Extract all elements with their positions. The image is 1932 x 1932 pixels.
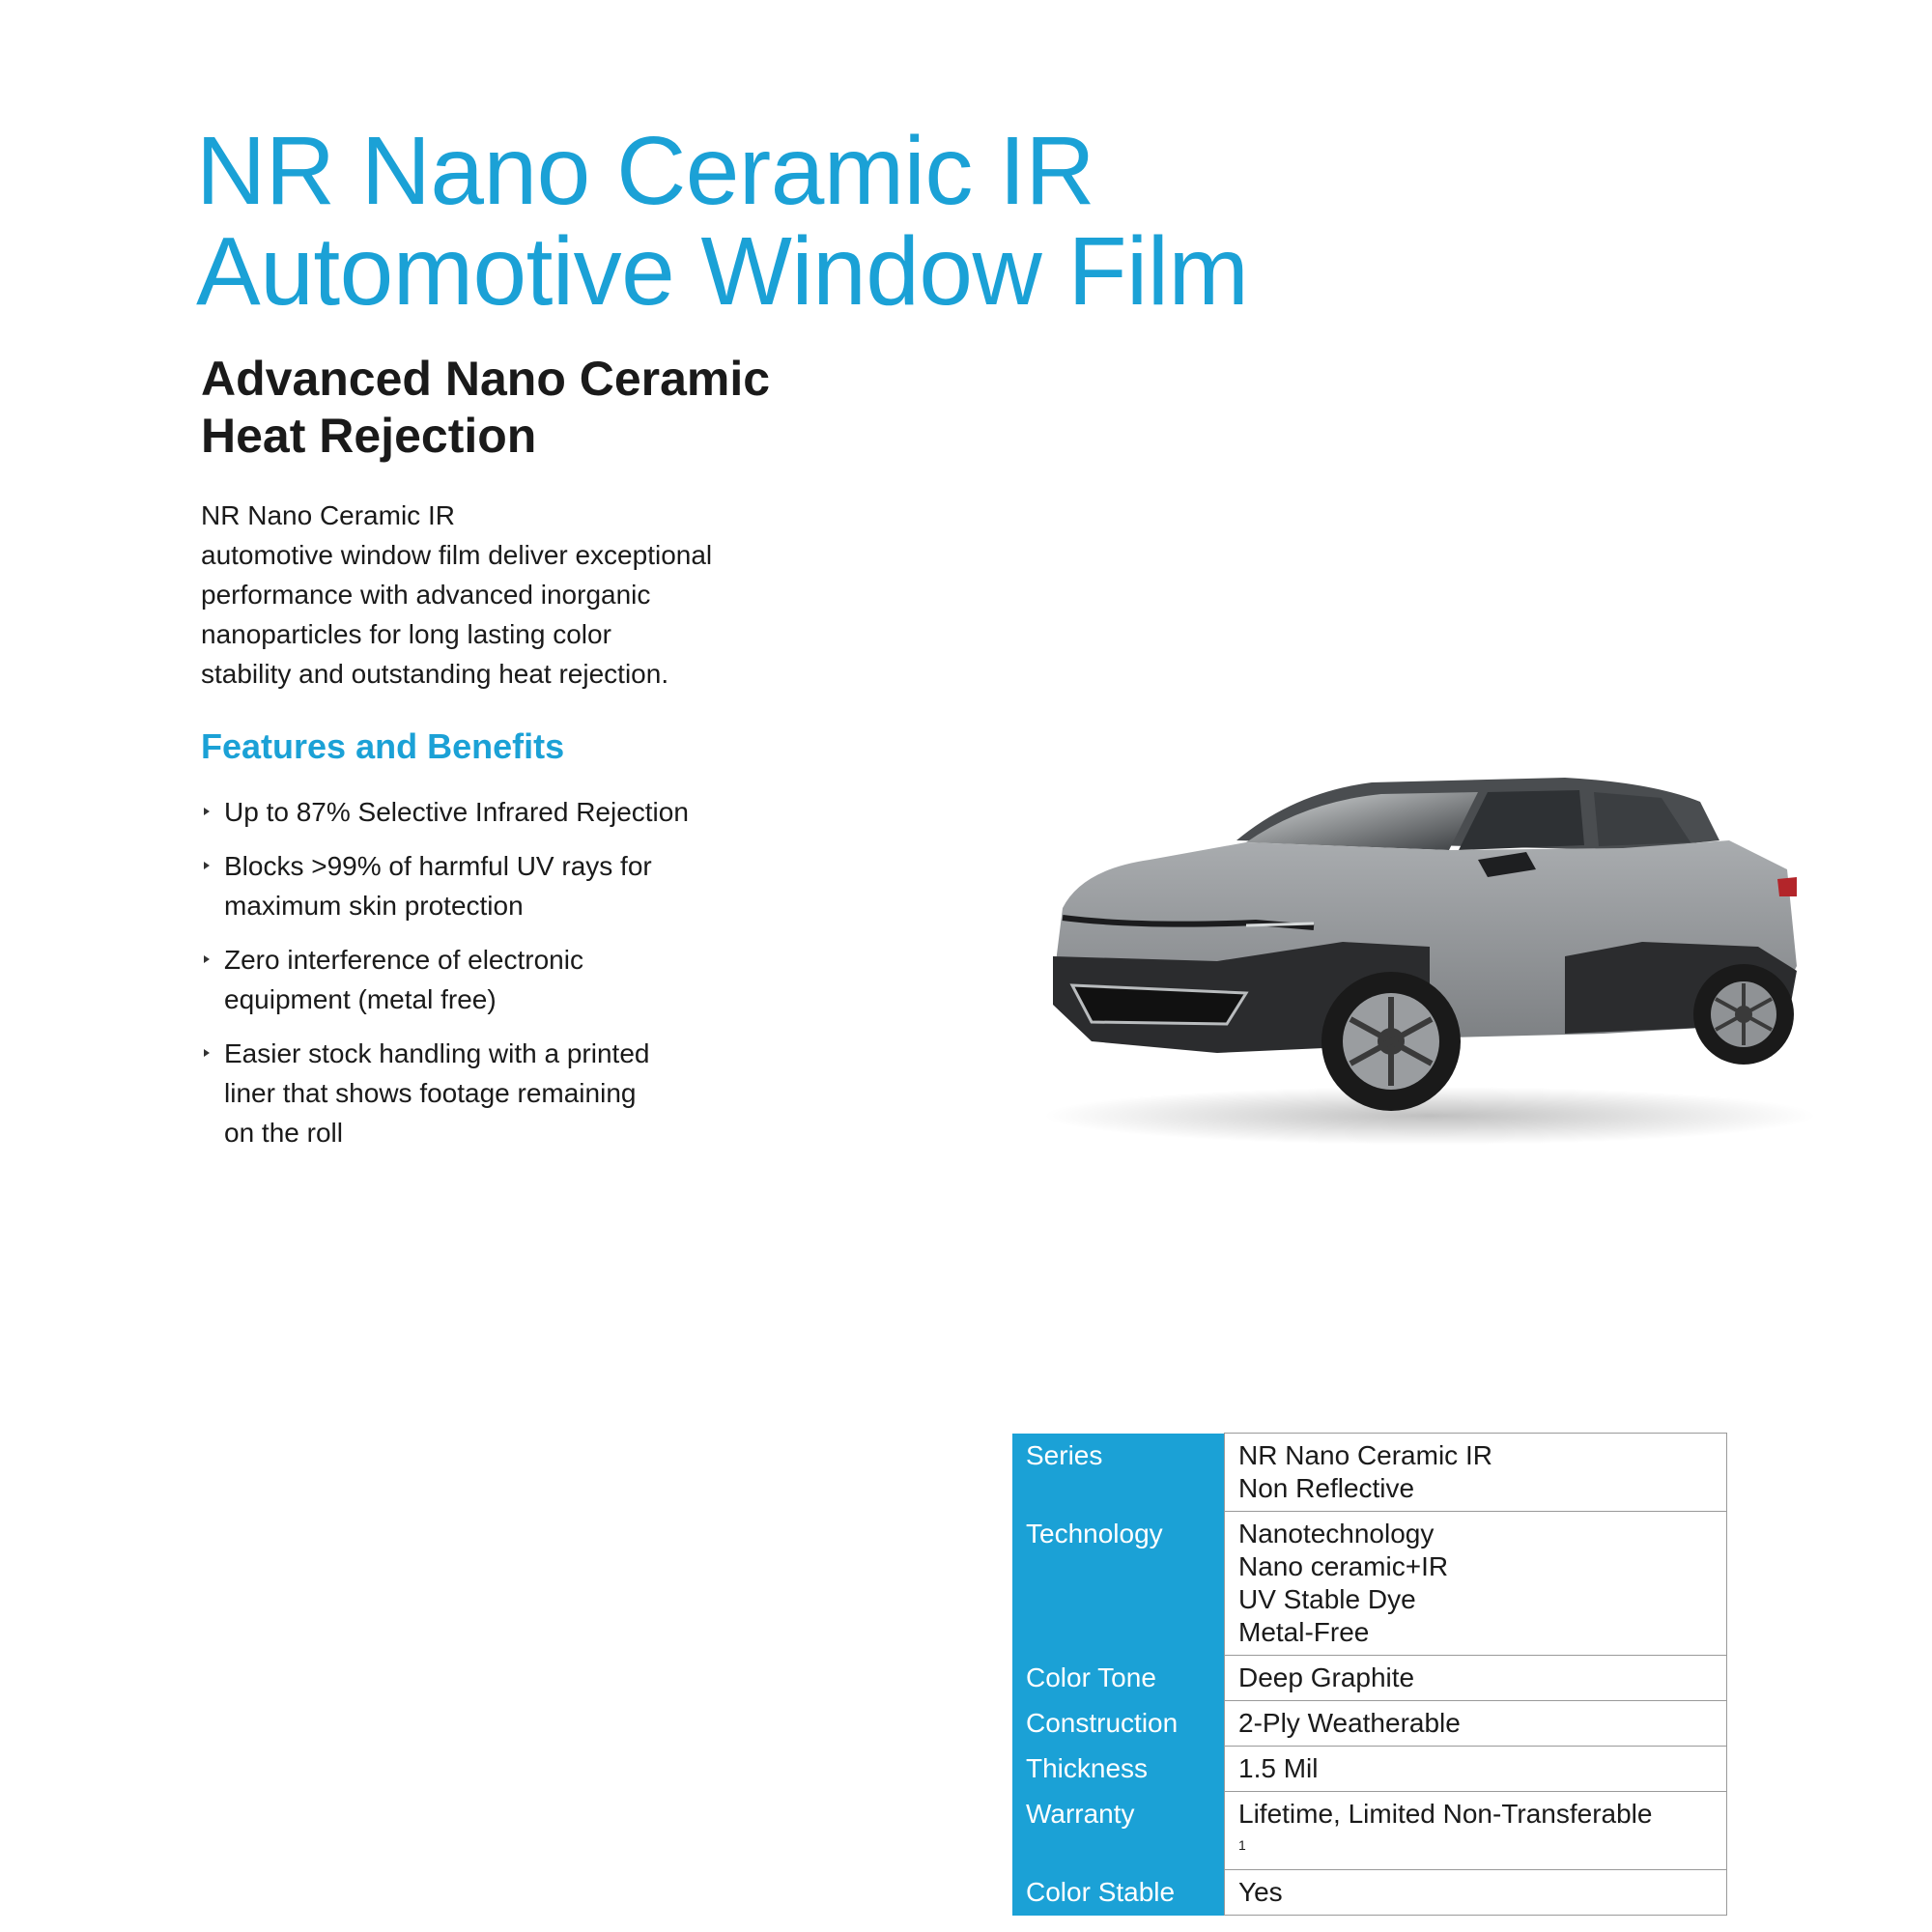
feature-line: maximum skin protection [224,891,524,921]
intro-line: nanoparticles for long lasting color [201,619,611,649]
spec-value-line: Deep Graphite [1238,1662,1415,1692]
spec-value [1225,1870,1727,1916]
feature-item [201,846,800,925]
spec-value-line [1238,1798,1715,1863]
spec-label: Color Tone [1012,1656,1225,1701]
subtitle-line-1: Advanced Nano Ceramic [201,352,771,406]
feature-item [201,1034,800,1152]
spec-row-warranty [1012,1792,1727,1870]
spec-value [1225,1656,1727,1701]
spec-value-line: 1.5 Mil [1238,1753,1319,1783]
bullet-arrow-icon [204,955,210,963]
feature-line: liner that shows footage remaining [224,1078,637,1108]
bullet-arrow-icon [204,862,210,869]
spec-value [1225,1434,1727,1512]
title-line-1: NR Nano Ceramic IR [196,117,1095,225]
spec-value [1225,1701,1727,1747]
spec-value [1225,1792,1727,1870]
spec-row-construction [1012,1701,1727,1747]
title-line-2: Automotive Window Film [196,217,1249,326]
bullet-arrow-icon [204,1049,210,1057]
spec-row-thickness [1012,1747,1727,1792]
spec-label: Series [1012,1434,1225,1512]
footnote-marker: 1 [1238,1837,1246,1853]
spec-value [1225,1512,1727,1656]
intro-line: stability and outstanding heat rejection. [201,659,669,689]
subtitle-line-2: Heat Rejection [201,409,537,463]
spec-value [1225,1747,1727,1792]
intro-line: performance with advanced inorganic [201,580,651,610]
page-title [196,117,1249,326]
feature-line: equipment (metal free) [224,984,497,1014]
feature-line: Easier stock handling with a printed [224,1038,650,1068]
intro-line: automotive window film deliver exceptional [201,540,713,570]
spec-label: Thickness [1012,1747,1225,1792]
feature-line: Blocks >99% of harmful UV rays for [224,851,652,881]
features-list [201,792,800,1167]
spec-value-line: NR Nano Ceramic IR [1238,1440,1492,1470]
intro-line: NR Nano Ceramic IR [201,500,455,530]
spec-row-color-stable [1012,1870,1727,1916]
spec-value-line: Nano ceramic+IR [1238,1551,1449,1581]
intro-paragraph [201,496,800,694]
feature-line: Up to 87% Selective Infrared Rejection [224,797,689,827]
bullet-arrow-icon [204,808,210,815]
warranty-text: Lifetime, Limited Non-Transferable [1238,1799,1653,1829]
feature-line: on the roll [224,1118,343,1148]
spec-value-line: Yes [1238,1877,1283,1907]
features-heading: Features and Benefits [201,726,565,766]
spec-row-technology [1012,1512,1727,1656]
feature-item [201,940,800,1019]
spec-value-line: Metal-Free [1238,1617,1370,1647]
page-subtitle [201,351,770,465]
spec-value-line: 2-Ply Weatherable [1238,1708,1461,1738]
spec-value-line: UV Stable Dye [1238,1584,1416,1614]
feature-line: Zero interference of electronic [224,945,583,975]
suv-car-image [1024,734,1835,1150]
feature-item [201,792,800,832]
spec-row-series [1012,1434,1727,1512]
spec-row-color-tone [1012,1656,1727,1701]
spec-label: Color Stable [1012,1870,1225,1916]
spec-table [1012,1433,1727,1916]
spec-label: Warranty [1012,1792,1225,1870]
spec-value-line: Non Reflective [1238,1473,1415,1503]
spec-label: Technology [1012,1512,1225,1656]
spec-label: Construction [1012,1701,1225,1747]
spec-value-line: Nanotechnology [1238,1519,1435,1548]
